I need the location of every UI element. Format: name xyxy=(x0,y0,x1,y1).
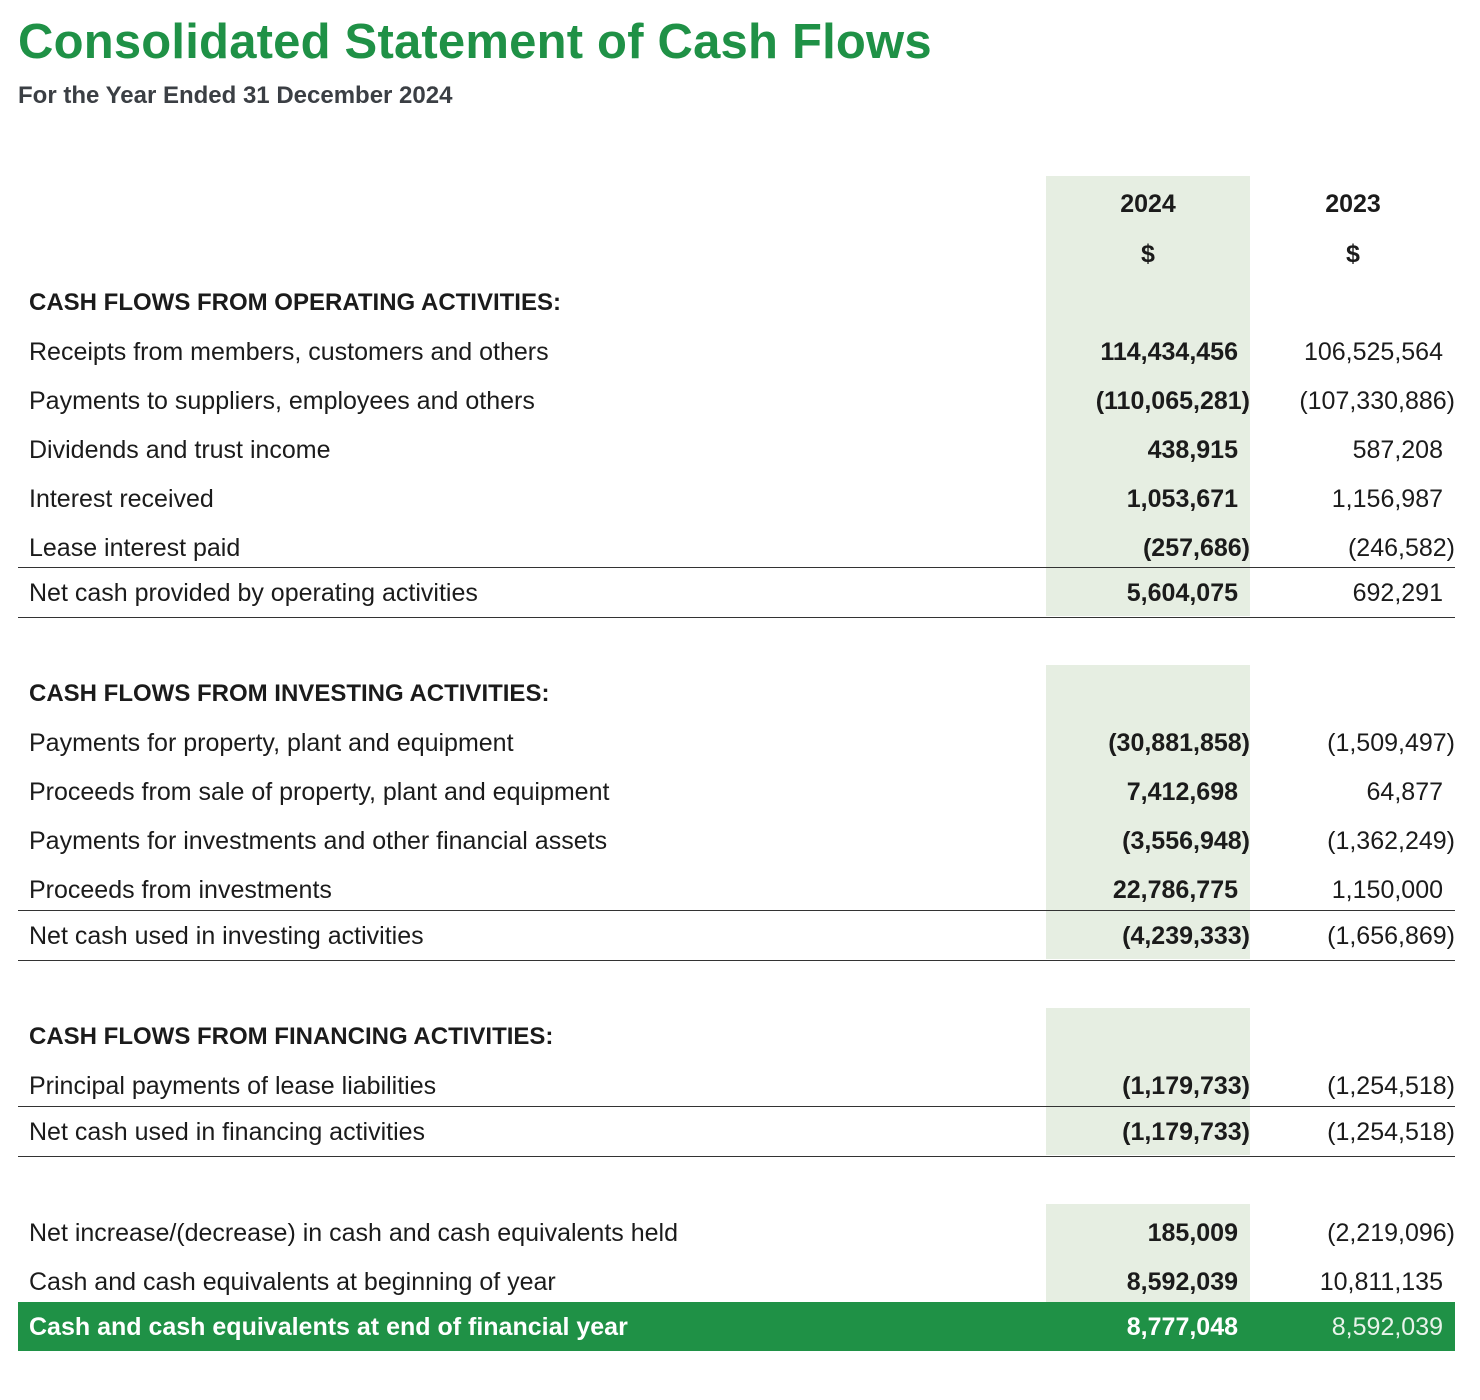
value-2023: 692,291 xyxy=(1352,579,1443,607)
row-label: Payments to suppliers, employees and others xyxy=(29,387,535,415)
value-2023: 10,811,135 xyxy=(1319,1268,1443,1296)
value-2023: 64,877 xyxy=(1366,778,1443,806)
page-title: Consolidated Statement of Cash Flows xyxy=(18,15,932,69)
table-row xyxy=(18,523,1455,572)
row-label: Lease interest paid xyxy=(29,534,241,562)
row-label: Net increase/(decrease) in cash and cash equivalents held xyxy=(29,1219,678,1247)
value-2023: (107,330,886) xyxy=(1299,387,1455,415)
value-2023: 1,150,000 xyxy=(1331,876,1443,904)
table-row xyxy=(18,376,1455,425)
table-row xyxy=(18,327,1455,376)
value-2023: (2,219,096) xyxy=(1327,1219,1455,1247)
value-2023: 1,156,987 xyxy=(1331,485,1443,513)
table-row xyxy=(18,474,1455,523)
row-label: Net cash used in financing activities xyxy=(29,1118,426,1146)
section-heading-label: CASH FLOWS FROM OPERATING ACTIVITIES: xyxy=(29,289,561,316)
value-2024: (30,881,858) xyxy=(1108,729,1250,757)
table-row xyxy=(18,1061,1455,1110)
value-2024: 114,434,456 xyxy=(1100,338,1238,366)
subtotal-row-investing xyxy=(18,910,1455,961)
value-2024: (4,239,333) xyxy=(1122,922,1250,950)
value-2024: (1,179,733) xyxy=(1122,1072,1250,1100)
section-heading-operating xyxy=(18,278,1455,327)
section-heading-financing xyxy=(18,1012,1455,1061)
row-label: Receipts from members, customers and others xyxy=(29,338,549,366)
page-subtitle: For the Year Ended 31 December 2024 xyxy=(18,82,453,109)
value-2023: (246,582) xyxy=(1347,534,1455,562)
value-2024: (1,179,733) xyxy=(1122,1118,1250,1146)
value-2023: (1,362,249) xyxy=(1327,827,1455,855)
table-row xyxy=(18,816,1455,865)
table-row xyxy=(18,425,1455,474)
row-label: Payments for investments and other financial assets xyxy=(29,827,608,855)
value-2023: 587,208 xyxy=(1352,436,1443,464)
value-2024: 7,412,698 xyxy=(1126,778,1238,806)
row-label: Payments for property, plant and equipment xyxy=(29,729,514,757)
value-2023: 106,525,564 xyxy=(1303,338,1443,366)
row-label: Cash and cash equivalents at end of financial year xyxy=(29,1313,628,1341)
row-label: Dividends and trust income xyxy=(29,436,331,464)
value-2023: (1,254,518) xyxy=(1327,1118,1455,1146)
row-label: Principal payments of lease liabilities xyxy=(29,1072,437,1100)
value-2023: 8,592,039 xyxy=(1331,1313,1443,1341)
section-heading-investing xyxy=(18,669,1455,718)
value-2024: 1,053,671 xyxy=(1126,485,1238,513)
value-2024: 5,604,075 xyxy=(1126,579,1238,607)
column-header-2023: 2023 xyxy=(1325,190,1381,218)
table-row xyxy=(18,865,1455,914)
row-label: Net cash provided by operating activities xyxy=(29,579,478,607)
section-heading-label: CASH FLOWS FROM FINANCING ACTIVITIES: xyxy=(29,1023,554,1050)
value-2024: 8,777,048 xyxy=(1126,1313,1238,1341)
value-2024: 8,592,039 xyxy=(1126,1268,1238,1296)
value-2024: (257,686) xyxy=(1142,534,1250,562)
section-heading-label: CASH FLOWS FROM INVESTING ACTIVITIES: xyxy=(29,680,550,707)
table-row xyxy=(18,767,1455,816)
subtotal-row-operating xyxy=(18,567,1455,618)
row-label: Cash and cash equivalents at beginning of year xyxy=(29,1268,556,1296)
value-2024: 22,786,775 xyxy=(1112,876,1238,904)
row-label: Interest received xyxy=(29,485,214,513)
subtotal-row-financing xyxy=(18,1106,1455,1157)
column-currency-2024: $ xyxy=(1141,240,1155,268)
value-2024: 185,009 xyxy=(1147,1219,1238,1247)
table-row xyxy=(18,1257,1455,1306)
row-label: Proceeds from sale of property, plant and equipment xyxy=(29,778,610,806)
table-row xyxy=(18,1208,1455,1257)
column-currency-2023: $ xyxy=(1346,240,1360,268)
value-2023: (1,656,869) xyxy=(1327,922,1455,950)
value-2023: (1,254,518) xyxy=(1327,1072,1455,1100)
column-header-2024: 2024 xyxy=(1120,190,1176,218)
row-label: Net cash used in investing activities xyxy=(29,922,424,950)
value-2024: 438,915 xyxy=(1147,436,1238,464)
value-2024: (110,065,281) xyxy=(1095,387,1250,415)
table-row xyxy=(18,718,1455,767)
value-2023: (1,509,497) xyxy=(1327,729,1455,757)
final-total-row xyxy=(18,1302,1455,1351)
row-label: Proceeds from investments xyxy=(29,876,332,904)
value-2024: (3,556,948) xyxy=(1122,827,1250,855)
